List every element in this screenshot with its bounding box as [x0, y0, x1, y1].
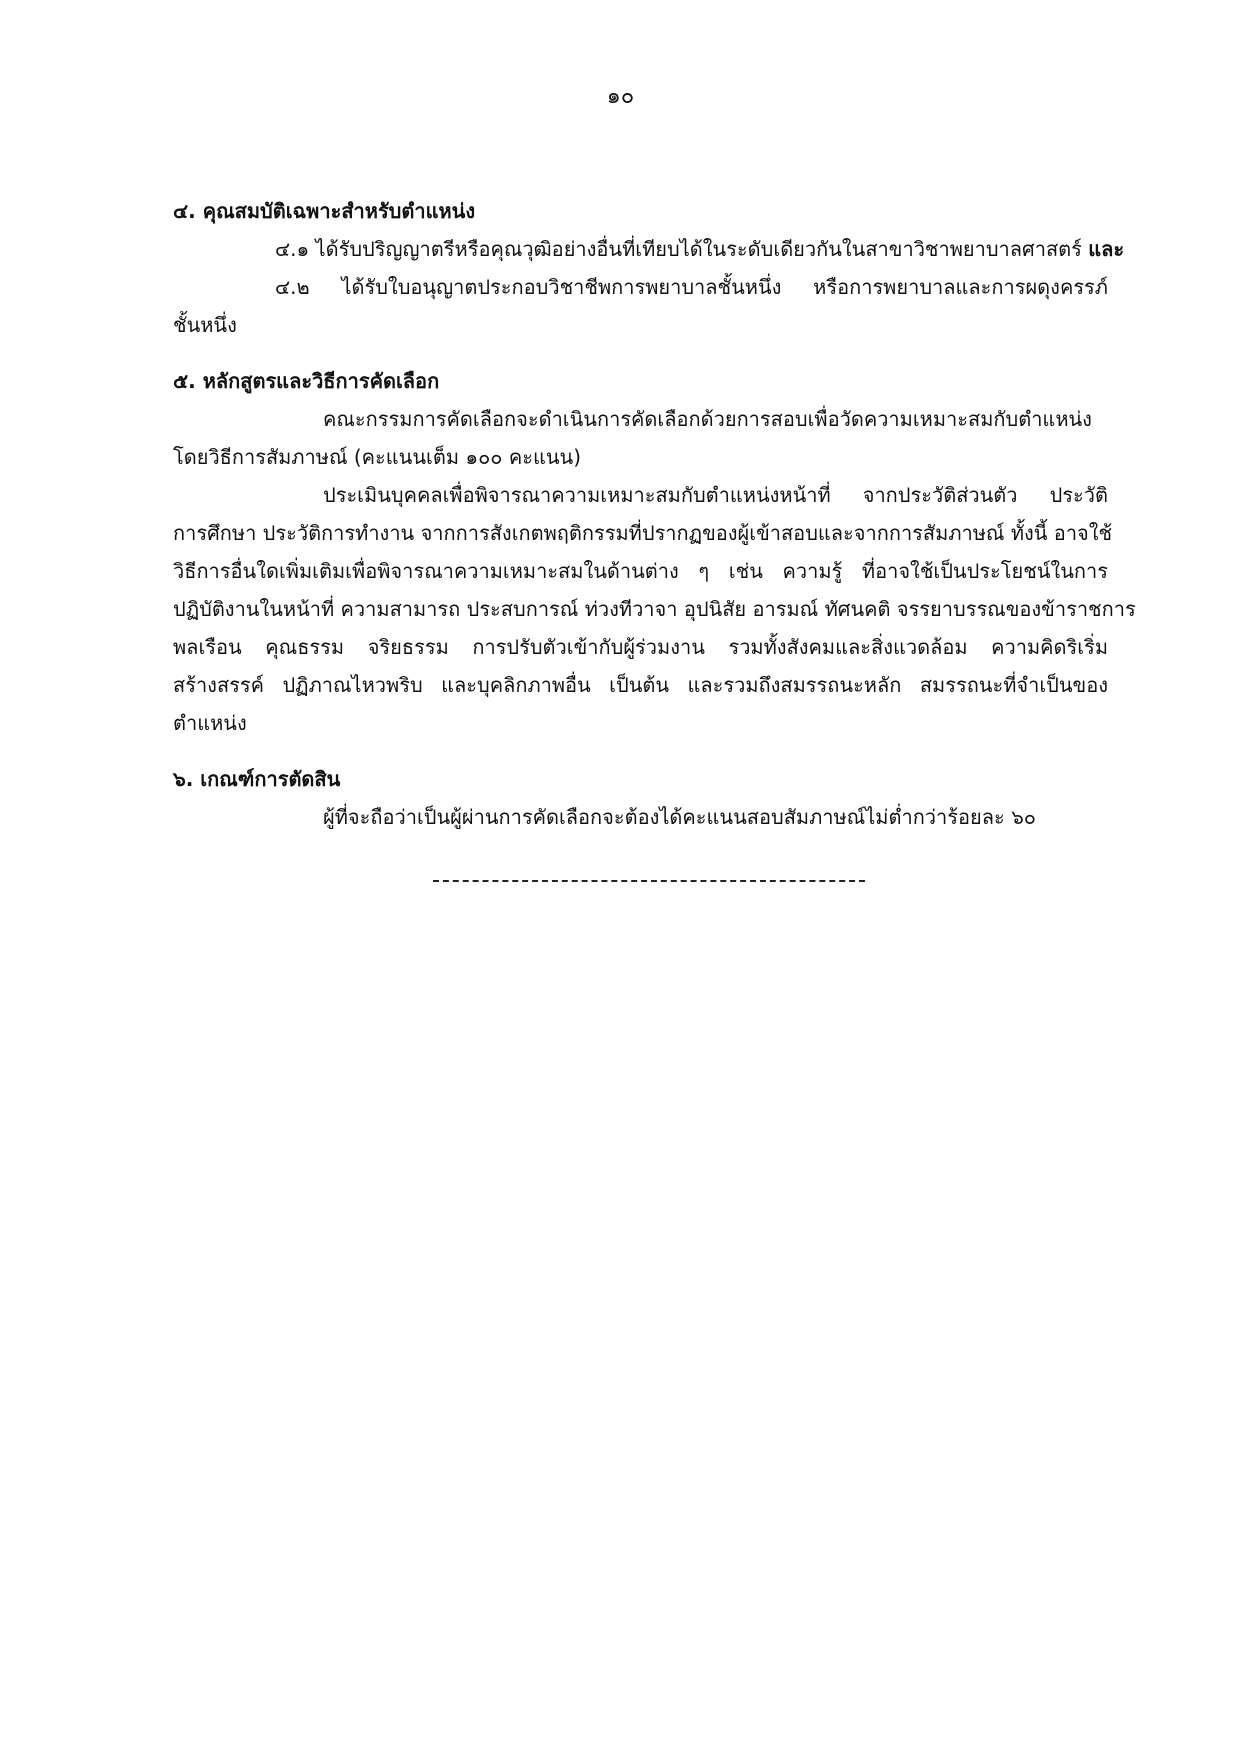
section-4-item-2-line-1: ๔.๒ ได้รับใบอนุญาตประกอบวิชาชีพการพยาบาลชั้นหนึ่ง หรือการพยาบาลและการผดุงครรภ์ [275, 275, 1108, 299]
section-5-para-2-line-1: ประเมินบุคคลเพื่อพิจารณาความเหมาะสมกับตำแหน่งหน้าที่ จากประวัติส่วนตัว ประวัติ [323, 483, 1108, 507]
section-4-item-2-line-2: ชั้นหนึ่ง [173, 313, 237, 337]
section-5-para-1-line-1: คณะกรรมการคัดเลือกจะดำเนินการคัดเลือกด้วยการสอบเพื่อวัดความเหมาะสมกับตำแหน่ง [323, 407, 1092, 431]
section-5-para-2-line-4: ปฏิบัติงานในหน้าที่ ความสามารถ ประสบการณ์ ท่วงทีวาจา อุปนิสัย อารมณ์ ทัศนคติ จรรยาบรรณของข้าราชการ [173, 597, 1136, 621]
section-4-item-1 [173, 230, 1125, 268]
section-4-item-1-suffix: และ [1088, 237, 1125, 261]
section-5-para-2-line-5: พลเรือน คุณธรรม จริยธรรม การปรับตัวเข้ากับผู้ร่วมงาน รวมทั้งสังคมและสิ่งแวดล้อม ความคิดริเริ่ม [173, 635, 1108, 659]
section-4-heading: ๔. คุณสมบัติเฉพาะสำหรับตำแหน่ง [173, 199, 476, 223]
section-6-para-1: ผู้ที่จะถือว่าเป็นผู้ผ่านการคัดเลือกจะต้องได้คะแนนสอบสัมภาษณ์ไม่ต่ำกว่าร้อยละ ๖๐ [323, 805, 1036, 829]
section-5-para-2-line-2: การศึกษา ประวัติการทำงาน จากการสังเกตพฤติกรรมที่ปรากฏของผู้เข้าสอบและจากการสัมภาษณ์ ทั้งนี้ อาจใช้ [173, 521, 1113, 545]
document-body [173, 192, 1136, 836]
section-5-heading: ๕. หลักสูตรและวิธีการคัดเลือก [173, 369, 440, 393]
section-5-para-2-line-3: วิธีการอื่นใดเพิ่มเติมเพื่อพิจารณาความเหมาะสมในด้านต่าง ๆ เช่น ความรู้ ที่อาจใช้เป็นประโยชน์ในการ [173, 559, 1108, 583]
end-of-document-rule [433, 880, 865, 882]
section-5-para-2-line-7: ตำแหน่ง [173, 711, 247, 735]
page-number: ๑๐ [606, 84, 635, 109]
section-5-para-2-line-6: สร้างสรรค์ ปฏิภาณไหวพริบ และบุคลิกภาพอื่น เป็นต้น และรวมถึงสมรรถนะหลัก สมรรถนะที่จำเป็นของ [173, 673, 1108, 697]
section-4-item-1-text: ๔.๑ ได้รับปริญญาตรีหรือคุณวุฒิอย่างอื่นที่เทียบได้ในระดับเดียวกันในสาขาวิชาพยาบาลศาสตร์ [275, 237, 1082, 261]
section-5-para-1-line-2: โดยวิธีการสัมภาษณ์ (คะแนนเต็ม ๑๐๐ คะแนน) [173, 445, 582, 469]
section-6-heading: ๖. เกณฑ์การตัดสิน [173, 767, 341, 791]
